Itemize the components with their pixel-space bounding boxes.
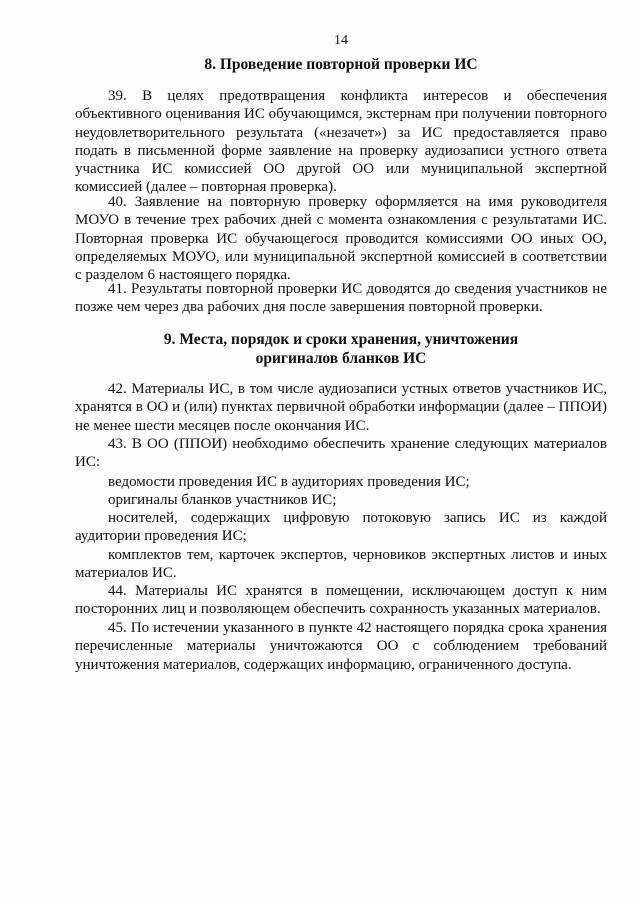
list-item: ведомости проведения ИС в аудиториях проведения ИС;	[108, 474, 470, 490]
section-8-heading: 8. Проведение повторной проверки ИС	[204, 56, 478, 73]
paragraph-45: 45. По истечении указанного в пункте 42 настоящего порядка срока хранения перечисленные материалы уничтожаются ОО с соблюдением требований уничтожения материалов, содержащих информацию, ограниченного доступа.	[75, 620, 607, 673]
list-item: носителей, содержащих цифровую потоковую запись ИС из каждой аудитории проведения ИС;	[75, 510, 607, 545]
list-item: оригиналы бланков участников ИС;	[108, 492, 337, 508]
paragraph-40: 40. Заявление на повторную проверку оформляется на имя руководителя МОУО в течение трех рабочих дней с момента ознакомления с результатами ИС. Повторная проверка ИС обучающегося проводится комиссиями ОО иных ОО, определяемых МОУО, или муниципальной экспертной комиссией в соответствии с разделом 6 настоящего порядка.	[75, 194, 607, 284]
list-item: комплектов тем, карточек экспертов, черновиков экспертных листов и иных материалов ИС.	[75, 547, 607, 582]
paragraph-44: 44. Материалы ИС хранятся в помещении, исключающем доступ к ним посторонних лиц и позволяющем обеспечить сохранность указанных материалов.	[75, 583, 607, 618]
section-9-heading-line1: 9. Места, порядок и сроки хранения, уничтожения	[163, 331, 519, 348]
paragraph-39: 39. В целях предотвращения конфликта интересов и обеспечения объективного оценивания ИС обучающимся, экстернам при получении повторного неудовлетворительного результата («незачет») за ИС предоставляется право подать в письменной форме заявление на проверку аудиозаписи устного ответа участника ИС комиссией ОО другой ОО или муниципальной экспертной комиссией (далее – повторная проверка).	[75, 88, 607, 196]
section-9-heading-line2: оригиналов бланков ИС	[255, 350, 427, 367]
paragraph-43: 43. В ОО (ППОИ) необходимо обеспечить хранение следующих материалов ИС:	[75, 436, 607, 471]
section-9-heading	[75, 330, 607, 368]
paragraph-42: 42. Материалы ИС, в том числе аудиозаписи устных ответов участников ИС, хранятся в ОО и (или) пунктах первичной обработки информации (далее – ППОИ) не менее шести месяцев после окончания ИС.	[75, 381, 607, 434]
paragraph-41: 41. Результаты повторной проверки ИС доводятся до сведения участников не позже чем через два рабочих дня после завершения повторной проверки.	[75, 281, 607, 316]
page-number: 14	[334, 33, 348, 48]
